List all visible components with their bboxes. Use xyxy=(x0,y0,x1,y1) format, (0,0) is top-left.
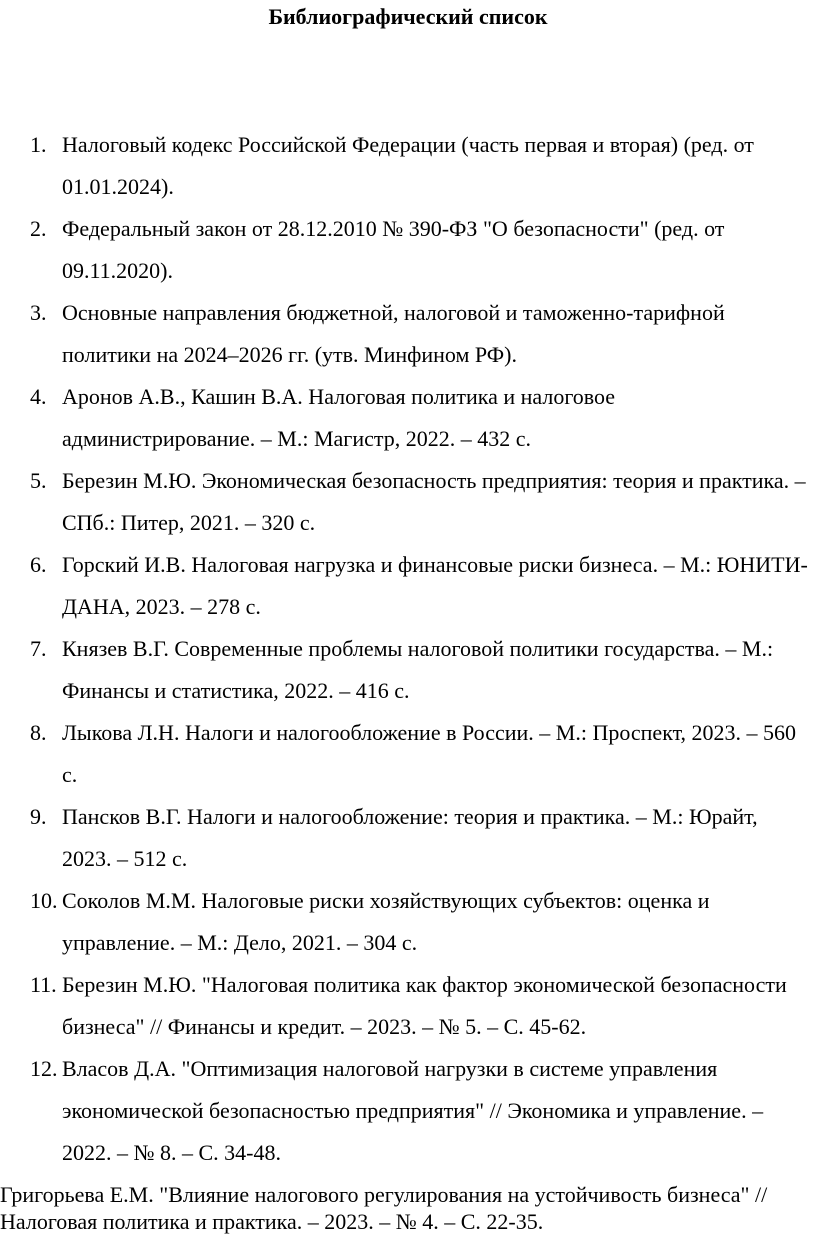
list-item xyxy=(0,460,816,544)
list-item-number: 9. xyxy=(30,804,47,829)
list-item xyxy=(0,376,816,460)
list-item-number: 5. xyxy=(30,468,47,493)
list-item-text: Березин М.Ю. "Налоговая политика как фактор экономической безопасности бизнеса" // Финансы и кредит. – 2023. – № 5. – С. 45-62. xyxy=(62,972,787,1039)
list-item-text: Горский И.В. Налоговая нагрузка и финансовые риски бизнеса. – М.: ЮНИТИ-ДАНА, 2023. – 278 с. xyxy=(62,552,808,619)
list-item-text: Пансков В.Г. Налоги и налогообложение: теория и практика. – М.: Юрайт, 2023. – 512 с. xyxy=(62,804,758,871)
list-item-number: 3. xyxy=(30,300,47,325)
list-item-number: 12. xyxy=(30,1056,58,1081)
page-title: Библиографический список xyxy=(268,4,548,29)
list-item-number: 10. xyxy=(30,888,58,913)
list-item-text: Князев В.Г. Современные проблемы налоговой политики государства. – М.: Финансы и статистика, 2022. – 416 с. xyxy=(62,636,774,703)
list-item-text: Аронов А.В., Кашин В.А. Налоговая политика и налоговое администрирование. – М.: Магистр, 2022. – 432 с. xyxy=(62,384,616,451)
list-item xyxy=(0,292,816,376)
list-item-number: 7. xyxy=(30,636,47,661)
list-item-number: 4. xyxy=(30,384,47,409)
list-item-number: 11. xyxy=(30,972,57,997)
list-item-text: Власов Д.А. "Оптимизация налоговой нагрузки в системе управления экономической безопасностью предприятия" // Экономика и управление. – 2022. – № 8. – С. 34-48. xyxy=(62,1056,764,1165)
list-item-text: Лыкова Л.Н. Налоги и налогообложение в России. – М.: Проспект, 2023. – 560 с. xyxy=(62,720,797,787)
list-item-number: 6. xyxy=(30,552,47,577)
list-item xyxy=(0,124,816,208)
list-item xyxy=(0,796,816,880)
trailing-entry: Григорьева Е.М. "Влияние налогового регулирования на устойчивость бизнеса" // Налоговая политика и практика. – 2023. – № 4. – С. 22-35. xyxy=(0,1182,768,1234)
list-item-number: 8. xyxy=(30,720,47,745)
list-item xyxy=(0,544,816,628)
list-item-text: Налоговый кодекс Российской Федерации (часть первая и вторая) (ред. от 01.01.2024). xyxy=(62,132,754,199)
list-item xyxy=(0,1048,816,1174)
list-item-text: Основные направления бюджетной, налоговой и таможенно-тарифной политики на 2024–2026 гг. (утв. Минфином РФ). xyxy=(62,300,725,367)
list-item-number: 1. xyxy=(30,132,47,157)
list-item-number: 2. xyxy=(30,216,47,241)
bibliography-list xyxy=(0,124,816,1174)
list-item xyxy=(0,964,816,1048)
list-item-text: Соколов М.М. Налоговые риски хозяйствующих субъектов: оценка и управление. – М.: Дело, 2021. – 304 с. xyxy=(62,888,710,955)
list-item xyxy=(0,712,816,796)
list-item-text: Федеральный закон от 28.12.2010 № 390-ФЗ "О безопасности" (ред. от 09.11.2020). xyxy=(62,216,725,283)
list-item xyxy=(0,208,816,292)
list-item xyxy=(0,628,816,712)
list-item xyxy=(0,880,816,964)
list-item-text: Березин М.Ю. Экономическая безопасность предприятия: теория и практика. – СПб.: Питер, 2021. – 320 с. xyxy=(62,468,806,535)
